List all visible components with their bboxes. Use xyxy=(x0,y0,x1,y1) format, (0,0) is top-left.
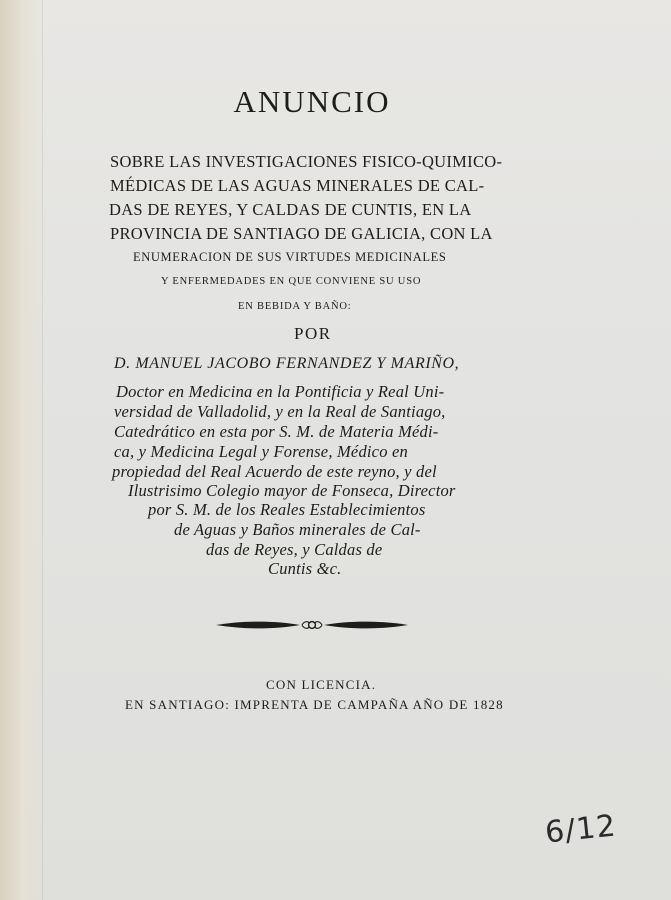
imprint-line: EN SANTIAGO: IMPRENTA DE CAMPAÑA AÑO DE 1828 xyxy=(125,697,504,712)
page-edge xyxy=(0,0,44,900)
diseases-line: Y ENFERMEDADES EN QUE CONVIENE SU USO xyxy=(161,276,422,287)
credentials-line-10: Cuntis &c. xyxy=(268,559,342,578)
subtitle-line-4: PROVINCIA DE SANTIAGO DE GALICIA, CON LA xyxy=(110,224,493,243)
credentials-line-4: ca, y Medicina Legal y Forense, Médico en xyxy=(114,442,408,461)
subtitle-line-1: SOBRE LAS INVESTIGACIONES FISICO-QUIMICO- xyxy=(110,152,503,171)
credentials-line-8: de Aguas y Baños minerales de Cal- xyxy=(174,520,421,539)
document-title: ANUNCIO xyxy=(233,84,391,119)
credentials-line-6: Ilustrisimo Colegio mayor de Fonseca, Director xyxy=(128,481,456,500)
credentials-line-3: Catedrático en esta por S. M. de Materia Médi- xyxy=(114,422,439,441)
enumeration-line: ENUMERACION DE SUS VIRTUDES MEDICINALES xyxy=(133,250,447,264)
credentials-line-2: versidad de Valladolid, y en la Real de Santiago, xyxy=(114,402,446,421)
credentials-line-9: das de Reyes, y Caldas de xyxy=(206,540,383,559)
usage-line: EN BEBIDA Y BAÑO: xyxy=(238,301,352,312)
ornamental-rule-icon xyxy=(216,617,408,633)
handwritten-note: 6/12 xyxy=(543,808,619,851)
by-label: POR xyxy=(294,324,332,343)
page-fold xyxy=(42,0,43,900)
subtitle-line-2: MÉDICAS DE LAS AGUAS MINERALES DE CAL- xyxy=(110,176,485,195)
credentials-line-1: Doctor en Medicina en la Pontificia y Real Uni- xyxy=(116,382,445,401)
credentials-line-5: propiedad del Real Acuerdo de este reyno, y del xyxy=(112,462,437,481)
credentials-line-7: por S. M. de los Reales Establecimientos xyxy=(148,500,426,519)
author-name: D. MANUEL JACOBO FERNANDEZ Y MARIÑO, xyxy=(114,355,460,372)
subtitle-line-3: DAS DE REYES, Y CALDAS DE CUNTIS, EN LA xyxy=(109,200,472,219)
license-line: CON LICENCIA. xyxy=(266,677,377,692)
